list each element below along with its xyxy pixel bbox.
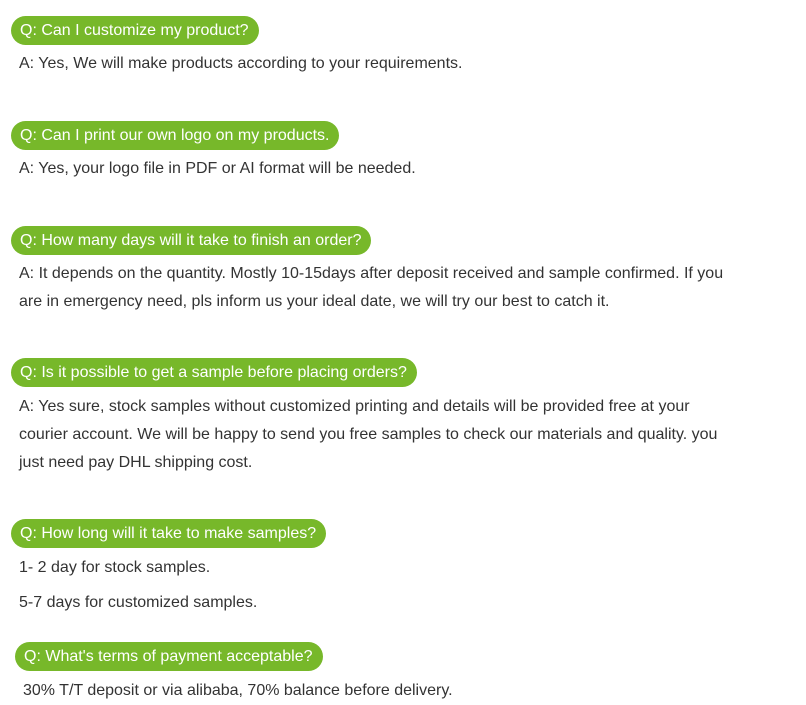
faq-answer-5a: 1- 2 day for stock samples.: [19, 559, 211, 576]
faq-answer-3: A: It depends on the quantity. Mostly 10-15days after deposit received and sample confirmed. If you are in emergency need, pls inform us your ideal date, we will try our best to catch it.: [19, 265, 724, 310]
faq-question-1: Q: Can I customize my product?: [11, 16, 259, 45]
faq-question-3: Q: How many days will it take to finish an order?: [11, 226, 371, 255]
faq-question-6: Q: What's terms of payment acceptable?: [15, 642, 323, 671]
faq-answer-2: A: Yes, your logo file in PDF or AI format will be needed.: [19, 160, 416, 177]
faq-answer-4: A: Yes sure, stock samples without customized printing and details will be provided free at your courier account. We will be happy to send you free samples to check our materials and quality. you just need pay DHL shipping cost.: [19, 398, 718, 471]
faq-question-4: Q: Is it possible to get a sample before placing orders?: [11, 358, 417, 387]
faq-answer-5b: 5-7 days for customized samples.: [19, 594, 258, 611]
faq-question-5: Q: How long will it take to make samples?: [11, 519, 326, 548]
faq-question-2: Q: Can I print our own logo on my products.: [11, 121, 339, 150]
faq-answer-6: 30% T/T deposit or via alibaba, 70% balance before delivery.: [23, 682, 453, 699]
faq-answer-1: A: Yes, We will make products according to your requirements.: [19, 55, 463, 72]
